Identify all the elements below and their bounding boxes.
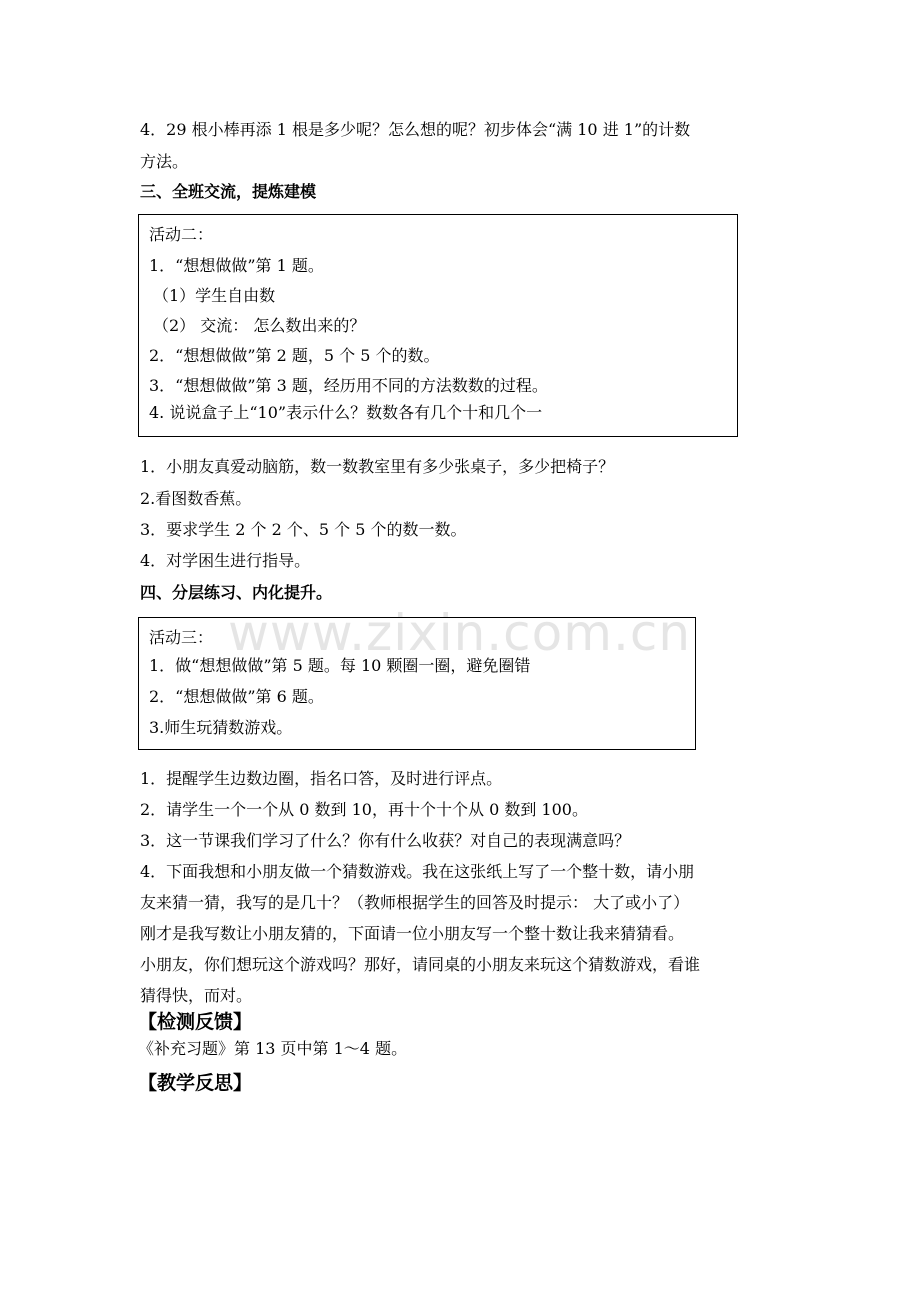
list-2-item: 4．下面我想和小朋友做一个猜数游戏。我在这张纸上写了一个整十数，请小朋 <box>140 862 695 881</box>
watermark-text: www.zixin.com.cn <box>228 604 692 662</box>
activity-3-box <box>138 617 696 750</box>
intro-line-2: 方法。 <box>140 152 189 171</box>
activity-2-item: （1）学生自由数 <box>153 286 276 305</box>
activity-2-title: 活动二： <box>149 225 214 244</box>
feedback-text: 《补充习题》第 13 页中第 1～4 题。 <box>138 1039 408 1058</box>
activity-3-title: 活动三： <box>149 628 214 647</box>
activity-2-item: 4. 说说盒子上“10”表示什么？数数各有几个十和几个一 <box>149 403 543 422</box>
list-2-item: 小朋友，你们想玩这个游戏吗？那好，请同桌的小朋友来玩这个猜数游戏，看谁 <box>140 955 701 974</box>
activity-3-item: 2．“想想做做”第 6 题。 <box>149 687 324 706</box>
section-4-heading: 四、分层练习、内化提升。 <box>140 583 333 602</box>
activity-3-item: 3.师生玩猜数游戏。 <box>149 718 293 737</box>
list-1-item: 1．小朋友真爱动脑筋，数一数教室里有多少张桌子，多少把椅子？ <box>140 457 615 476</box>
activity-3-item: 1．做“想想做做”第 5 题。每 10 颗圈一圈，避免圈错 <box>149 656 531 675</box>
list-2-item: 2．请学生一个一个从 0 数到 10，再十个十个从 0 数到 100。 <box>140 800 588 819</box>
activity-2-item: 3．“想想做做”第 3 题，经历用不同的方法数数的过程。 <box>149 376 548 395</box>
list-1-item: 3．要求学生 2 个 2 个、5 个 5 个的数一数。 <box>140 520 467 539</box>
list-2-item: 3．这一节课我们学习了什么？你有什么收获？对自己的表现满意吗？ <box>140 831 631 850</box>
activity-2-item: 2．“想想做做”第 2 题，5 个 5 个的数。 <box>149 346 440 365</box>
list-2-item: 友来猜一猜，我写的是几十？（教师根据学生的回答及时提示： 大了或小了） <box>140 893 690 912</box>
list-1-item: 4．对学困生进行指导。 <box>140 551 311 570</box>
feedback-heading: 【检测反馈】 <box>138 1011 253 1033</box>
list-2-item: 1．提醒学生边数边圈，指名口答，及时进行评点。 <box>140 769 503 788</box>
list-2-item: 猜得快，而对。 <box>140 986 253 1005</box>
intro-line-1: 4．29 根小棒再添 1 根是多少呢？怎么想的呢？初步体会“满 10 进 1”的计数 <box>140 120 691 139</box>
activity-2-box <box>138 214 738 437</box>
list-1-item: 2.看图数香蕉。 <box>140 489 252 508</box>
activity-2-item: 1．“想想做做”第 1 题。 <box>149 256 324 275</box>
reflection-heading: 【教学反思】 <box>138 1072 253 1094</box>
activity-2-item: （2） 交流： 怎么数出来的？ <box>153 316 366 335</box>
list-2-item: 刚才是我写数让小朋友猜的，下面请一位小朋友写一个整十数让我来猜猜看。 <box>140 924 685 943</box>
section-3-heading: 三、全班交流，提炼建模 <box>140 182 317 201</box>
